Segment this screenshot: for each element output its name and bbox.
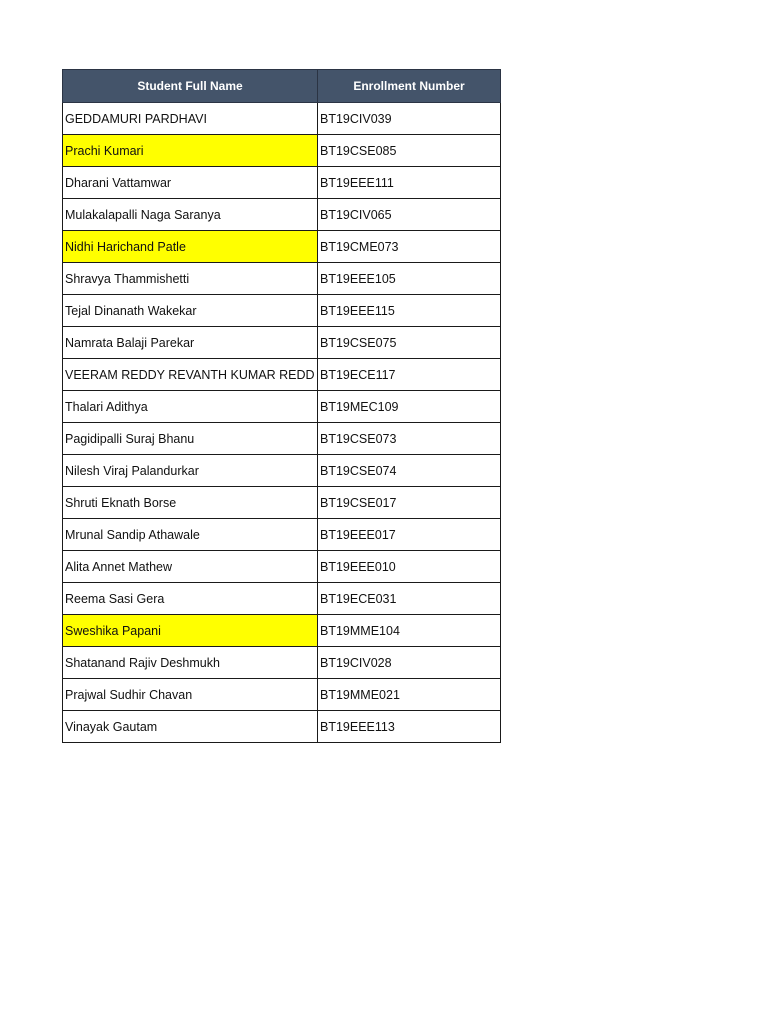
enrollment-number-cell[interactable]: BT19CIV039 xyxy=(318,103,501,135)
student-name-cell[interactable]: Dharani Vattamwar xyxy=(63,167,318,199)
table-row xyxy=(63,199,501,231)
table-row xyxy=(63,167,501,199)
enrollment-number-cell[interactable]: BT19EEE010 xyxy=(318,551,501,583)
header-student-full-name: Student Full Name xyxy=(63,70,318,103)
table-row xyxy=(63,487,501,519)
student-name-cell[interactable]: Pagidipalli Suraj Bhanu xyxy=(63,423,318,455)
enrollment-number-cell[interactable]: BT19CSE085 xyxy=(318,135,501,167)
enrollment-number-cell[interactable]: BT19ECE031 xyxy=(318,583,501,615)
table-row xyxy=(63,519,501,551)
student-enrollment-table xyxy=(62,69,501,743)
table-row xyxy=(63,551,501,583)
student-name-cell[interactable]: Nilesh Viraj Palandurkar xyxy=(63,455,318,487)
table-row xyxy=(63,359,501,391)
student-name-cell[interactable]: Shatanand Rajiv Deshmukh xyxy=(63,647,318,679)
enrollment-number-cell[interactable]: BT19MEC109 xyxy=(318,391,501,423)
student-name-cell[interactable]: Mulakalapalli Naga Saranya xyxy=(63,199,318,231)
enrollment-number-cell[interactable]: BT19CIV065 xyxy=(318,199,501,231)
student-name-cell[interactable]: Prajwal Sudhir Chavan xyxy=(63,679,318,711)
student-name-cell[interactable]: Mrunal Sandip Athawale xyxy=(63,519,318,551)
enrollment-number-cell[interactable]: BT19CSE074 xyxy=(318,455,501,487)
student-name-cell[interactable]: Nidhi Harichand Patle xyxy=(63,231,318,263)
enrollment-number-cell[interactable]: BT19ECE117 xyxy=(318,359,501,391)
student-name-cell[interactable]: Reema Sasi Gera xyxy=(63,583,318,615)
student-name-cell[interactable]: VEERAM REDDY REVANTH KUMAR REDD xyxy=(63,359,318,391)
student-name-cell[interactable]: Sweshika Papani xyxy=(63,615,318,647)
student-name-cell[interactable]: Shravya Thammishetti xyxy=(63,263,318,295)
header-enrollment-number: Enrollment Number xyxy=(318,70,501,103)
table-body xyxy=(63,103,501,743)
enrollment-number-cell[interactable]: BT19EEE105 xyxy=(318,263,501,295)
table-row xyxy=(63,615,501,647)
enrollment-number-cell[interactable]: BT19MME021 xyxy=(318,679,501,711)
table-row xyxy=(63,679,501,711)
table-row xyxy=(63,647,501,679)
student-name-cell[interactable]: GEDDAMURI PARDHAVI xyxy=(63,103,318,135)
table-row xyxy=(63,295,501,327)
student-name-cell[interactable]: Namrata Balaji Parekar xyxy=(63,327,318,359)
enrollment-number-cell[interactable]: BT19CSE073 xyxy=(318,423,501,455)
enrollment-number-cell[interactable]: BT19EEE111 xyxy=(318,167,501,199)
student-name-cell[interactable]: Vinayak Gautam xyxy=(63,711,318,743)
enrollment-number-cell[interactable]: BT19EEE017 xyxy=(318,519,501,551)
student-name-cell[interactable]: Shruti Eknath Borse xyxy=(63,487,318,519)
student-name-cell[interactable]: Tejal Dinanath Wakekar xyxy=(63,295,318,327)
table-row xyxy=(63,135,501,167)
enrollment-number-cell[interactable]: BT19CSE017 xyxy=(318,487,501,519)
table-row xyxy=(63,583,501,615)
enrollment-number-cell[interactable]: BT19CSE075 xyxy=(318,327,501,359)
enrollment-number-cell[interactable]: BT19CIV028 xyxy=(318,647,501,679)
student-name-cell[interactable]: Prachi Kumari xyxy=(63,135,318,167)
enrollment-number-cell[interactable]: BT19CME073 xyxy=(318,231,501,263)
table-row xyxy=(63,423,501,455)
table-row xyxy=(63,711,501,743)
table-row xyxy=(63,103,501,135)
enrollment-number-cell[interactable]: BT19MME104 xyxy=(318,615,501,647)
student-name-cell[interactable]: Thalari Adithya xyxy=(63,391,318,423)
table-row xyxy=(63,231,501,263)
table-row xyxy=(63,391,501,423)
student-name-cell[interactable]: Alita Annet Mathew xyxy=(63,551,318,583)
table-header-row xyxy=(63,70,501,103)
table-row xyxy=(63,455,501,487)
student-table-container xyxy=(62,69,500,743)
enrollment-number-cell[interactable]: BT19EEE113 xyxy=(318,711,501,743)
table-row xyxy=(63,327,501,359)
enrollment-number-cell[interactable]: BT19EEE115 xyxy=(318,295,501,327)
table-row xyxy=(63,263,501,295)
